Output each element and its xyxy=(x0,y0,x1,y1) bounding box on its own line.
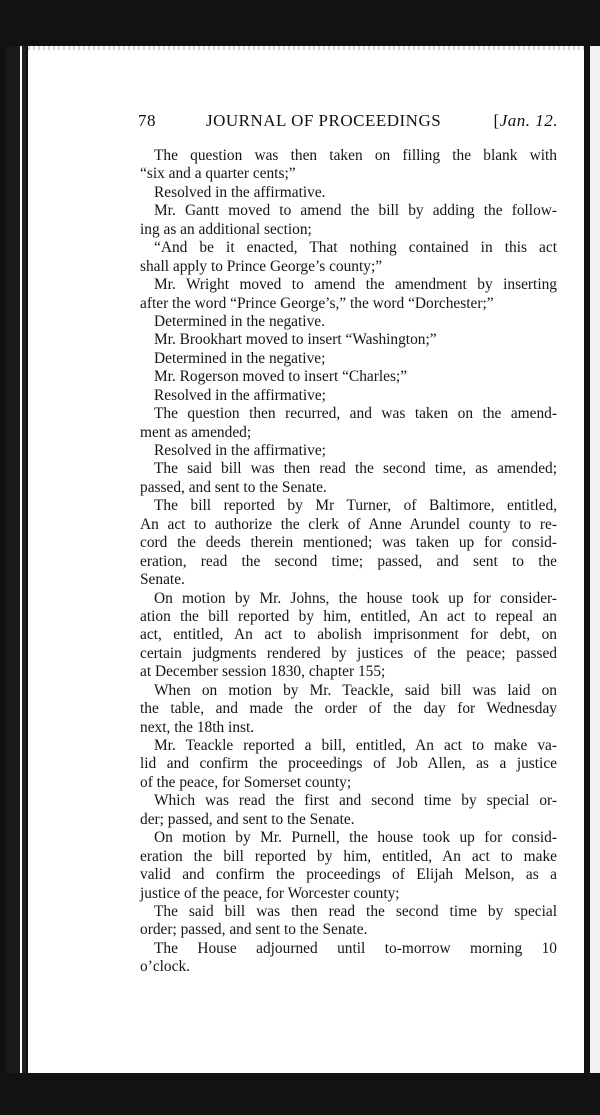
text-line: Determined in the negative; xyxy=(154,349,326,367)
text-line: “And be it enacted, That nothing contained in this act xyxy=(154,239,557,257)
text-line: justice of the peace, for Worcester county; xyxy=(140,884,400,902)
paragraph xyxy=(140,829,557,903)
text-line: An act to authorize the clerk of Anne Arundel county to re- xyxy=(140,515,557,533)
text-line: ing as an additional section; xyxy=(140,220,312,238)
text-line: Mr. Rogerson moved to insert “Charles;” xyxy=(154,368,408,386)
scan-bottom-border xyxy=(0,1073,600,1115)
text-line: o’clock. xyxy=(140,958,190,976)
paragraph xyxy=(140,276,557,313)
text-line: eration, read the second time; passed, and sent to the xyxy=(140,552,557,570)
text-line: The said bill was then read the second time, as amended; xyxy=(154,460,557,478)
text-line: Mr. Wright moved to amend the amendment by inserting xyxy=(154,276,557,294)
text-line: next, the 18th inst. xyxy=(140,718,255,736)
page-number: 78 xyxy=(138,111,156,130)
text-line: Senate. xyxy=(140,571,185,589)
text-line: lid and confirm the proceedings of Job Allen, as a justice xyxy=(140,755,557,773)
text-line: Mr. Brookhart moved to insert “Washington;” xyxy=(154,331,437,349)
paragraph xyxy=(140,331,557,349)
paragraph xyxy=(140,903,557,940)
text-line: act, entitled, An act to abolish imprisonment for debt, on xyxy=(140,626,557,644)
text-line: certain judgments rendered by justices of the peace; passed xyxy=(140,644,557,662)
text-line: at December session 1830, chapter 155; xyxy=(140,663,386,681)
paragraph xyxy=(140,368,557,386)
paragraph xyxy=(140,682,557,737)
paragraph xyxy=(140,442,557,460)
paragraph xyxy=(140,387,557,405)
paragraph xyxy=(140,497,557,589)
paragraph xyxy=(140,184,557,202)
text-line: the table, and made the order of the day for Wednesday xyxy=(140,700,557,718)
paragraph xyxy=(140,313,557,331)
scan-noise xyxy=(28,46,584,50)
paragraph xyxy=(140,405,557,442)
text-line: of the peace, for Somerset county; xyxy=(140,773,352,791)
paragraph xyxy=(140,202,557,239)
text-line: eration the bill reported by him, entitled, An act to make xyxy=(140,847,557,865)
document-body xyxy=(140,147,557,977)
text-line: ment as amended; xyxy=(140,423,252,441)
text-line: der; passed, and sent to the Senate. xyxy=(140,810,355,828)
text-line: On motion by Mr. Purnell, the house took up for consid- xyxy=(154,829,557,847)
text-line: Determined in the negative. xyxy=(154,312,325,330)
text-line: shall apply to Prince George’s county;” xyxy=(140,257,383,275)
paragraph xyxy=(140,737,557,792)
scan-binding-edge xyxy=(6,46,22,1073)
paragraph xyxy=(140,239,557,276)
text-line: valid and confirm the proceedings of Elijah Melson, as a xyxy=(140,866,557,884)
scan-binding-shadow xyxy=(22,46,26,1073)
text-line: Resolved in the affirmative; xyxy=(154,386,326,404)
paragraph xyxy=(140,350,557,368)
text-line: order; passed, and sent to the Senate. xyxy=(140,921,368,939)
text-line: The bill reported by Mr Turner, of Baltimore, entitled, xyxy=(154,497,557,515)
text-line: after the word “Prince George’s,” the word “Dorchester;” xyxy=(140,294,494,312)
next-page-sliver xyxy=(590,46,600,1073)
text-line: cord the deeds therein mentioned; was taken up for consid- xyxy=(140,534,557,552)
paragraph xyxy=(140,792,557,829)
text-line: passed, and sent to the Senate. xyxy=(140,478,327,496)
date-text: Jan. 12. xyxy=(499,111,558,130)
text-line: Mr. Gantt moved to amend the bill by adding the follow- xyxy=(154,202,557,220)
paragraph xyxy=(140,460,557,497)
running-header xyxy=(138,111,558,133)
text-line: ation the bill reported by him, entitled, An act to repeal an xyxy=(140,607,557,625)
text-line: The question was then taken on filling the blank with xyxy=(154,147,557,164)
paragraph xyxy=(140,590,557,682)
running-date xyxy=(494,111,558,131)
text-line: The said bill was then read the second time by special xyxy=(154,902,557,920)
text-line: Resolved in the affirmative. xyxy=(154,183,326,201)
paragraph xyxy=(140,940,557,977)
text-line: Which was read the first and second time by special or- xyxy=(154,792,557,810)
text-line: When on motion by Mr. Teackle, said bill was laid on xyxy=(154,681,557,699)
text-line: “six and a quarter cents;” xyxy=(140,165,296,183)
text-line: On motion by Mr. Johns, the house took up for consider- xyxy=(154,589,557,607)
text-line: The House adjourned until to-morrow morning 10 xyxy=(154,939,557,957)
text-line: Resolved in the affirmative; xyxy=(154,442,326,459)
paragraph xyxy=(140,147,557,184)
text-line: Mr. Teackle reported a bill, entitled, An act to make va- xyxy=(154,737,557,754)
text-line: The question then recurred, and was taken on the amend- xyxy=(154,405,557,423)
bracket: [ xyxy=(493,111,500,130)
running-title: JOURNAL OF PROCEEDINGS xyxy=(206,111,442,130)
